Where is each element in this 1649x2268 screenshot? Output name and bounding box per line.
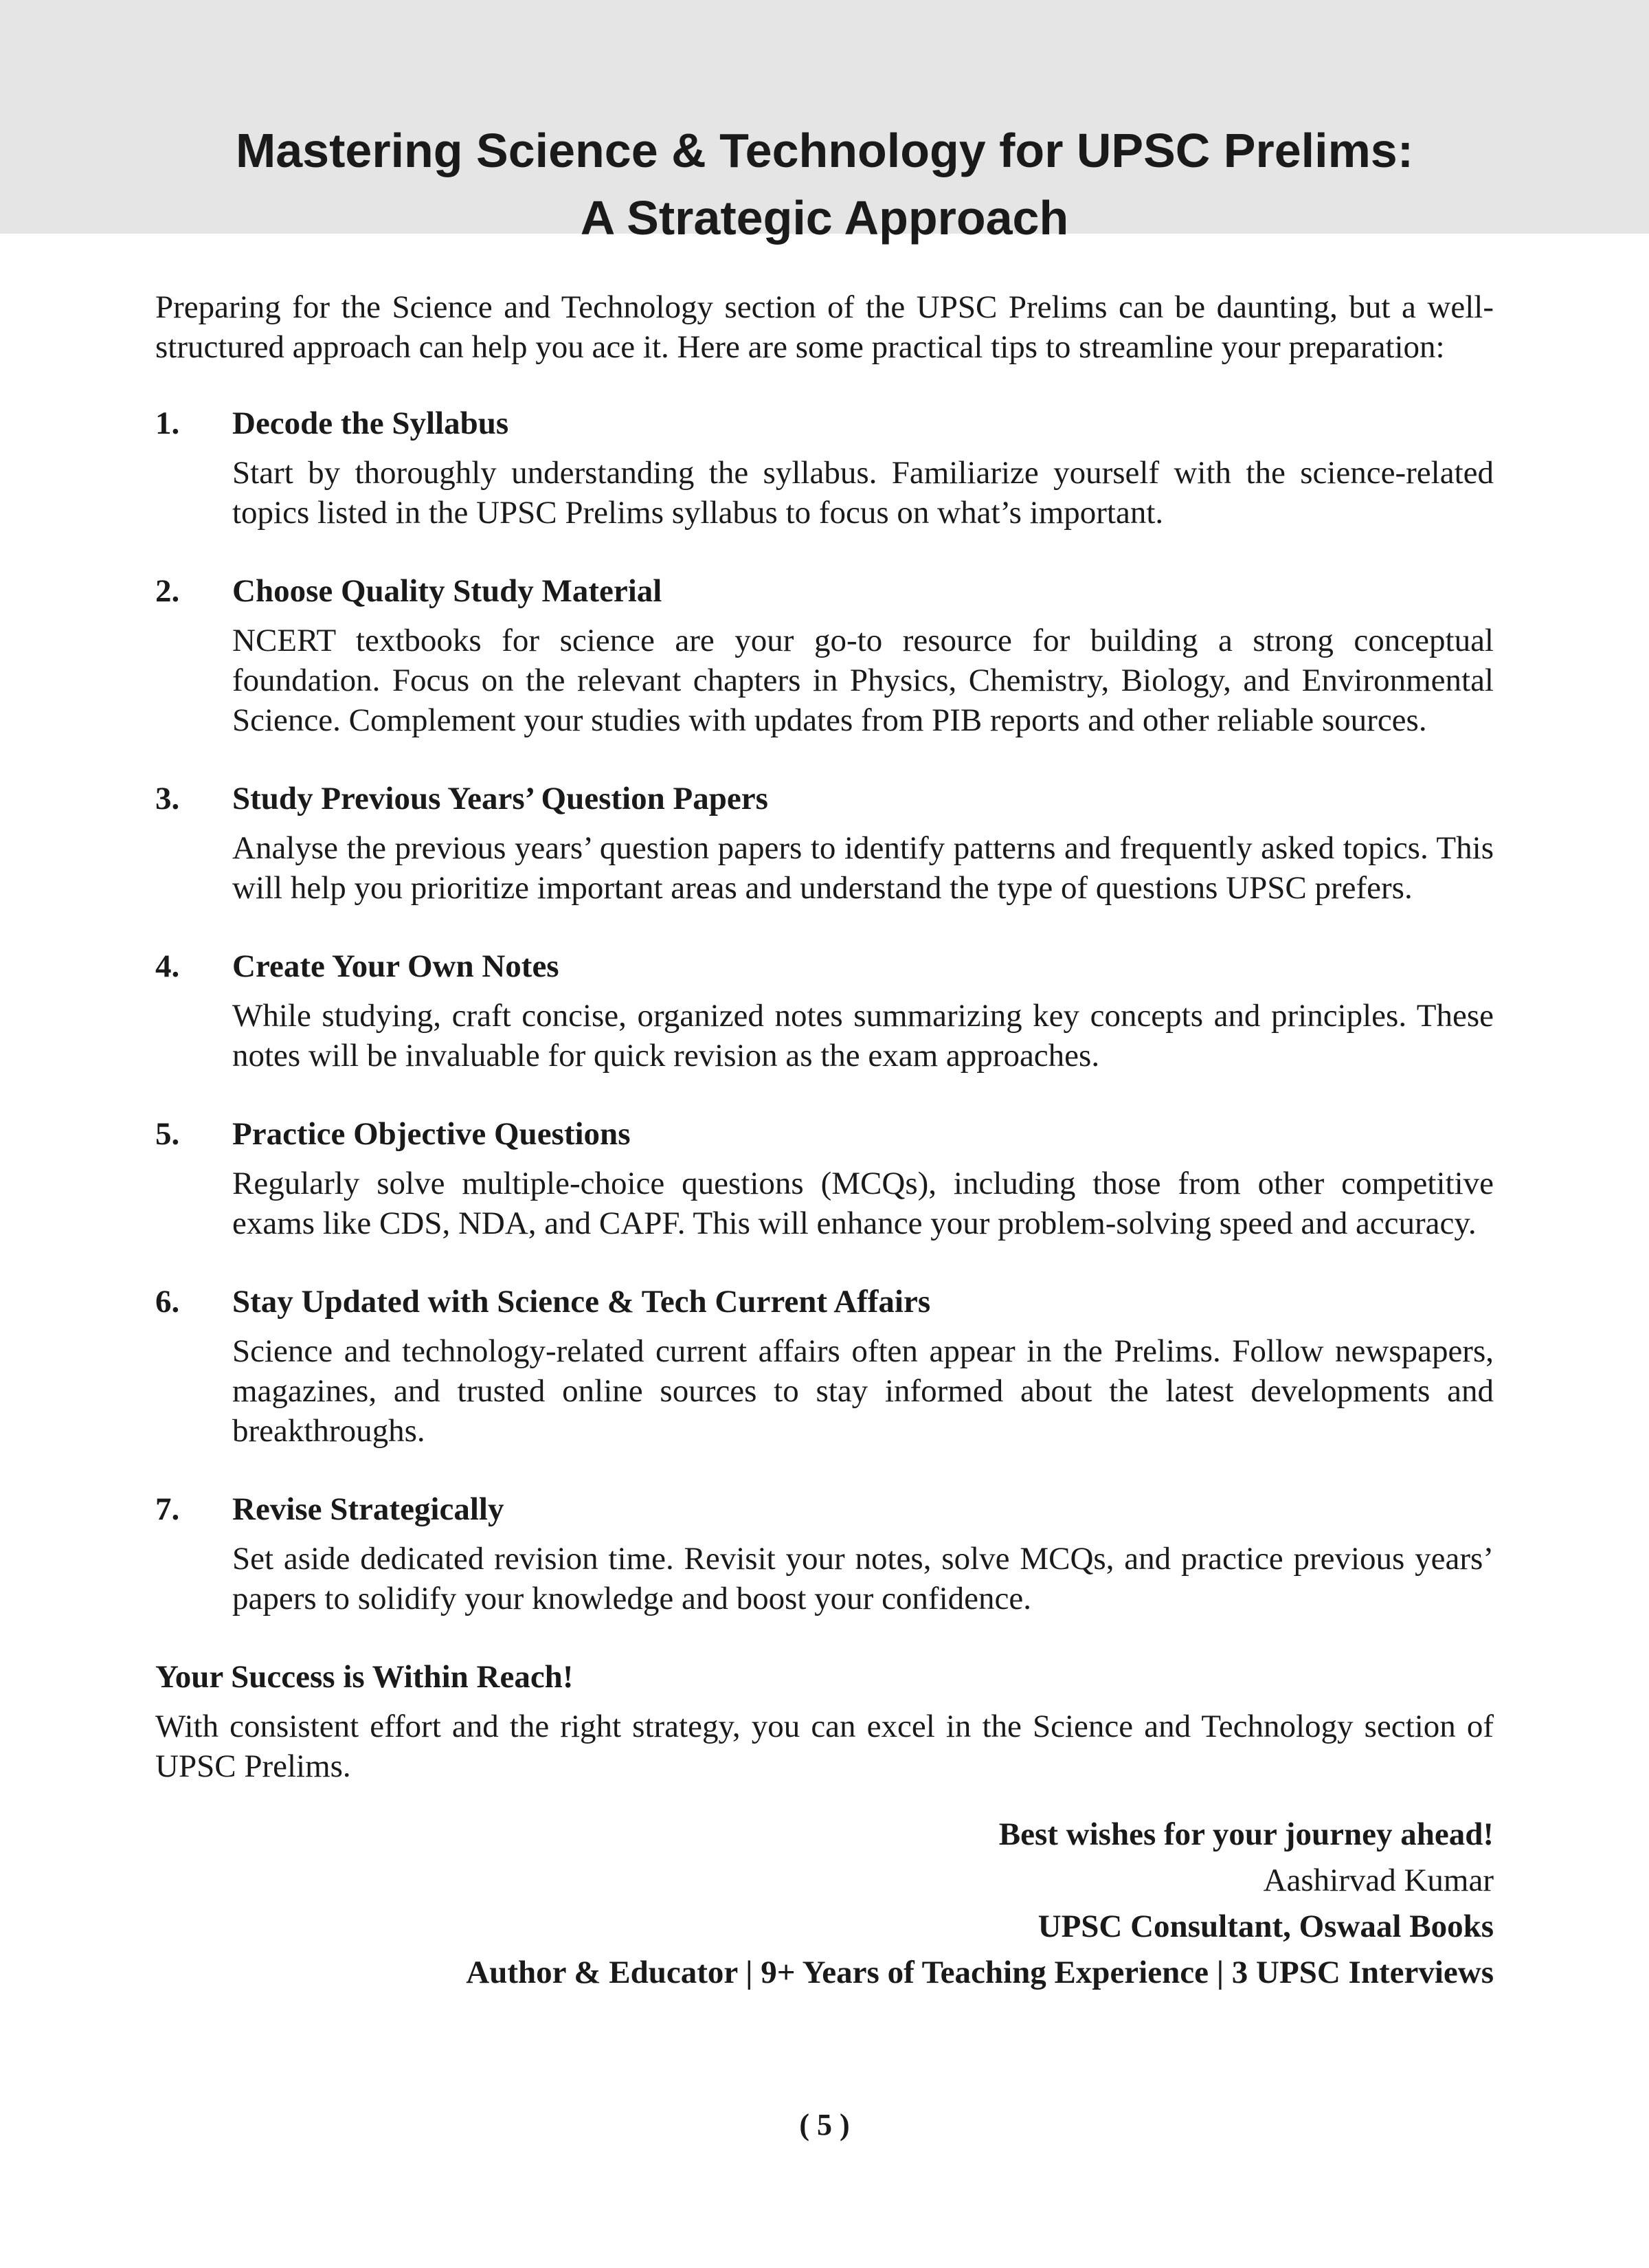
signoff-wishes: Best wishes for your journey ahead! (998, 1816, 1494, 1852)
tip-item-3 (155, 779, 1494, 908)
tip-heading: Study Previous Years’ Question Papers (232, 781, 768, 816)
tip-item-4 (155, 946, 1494, 1076)
intro-paragraph: Preparing for the Science and Technology section of the UPSC Prelims can be daunting, but a well-structured approach can help you ace it. Here are some practical tips to streamline your preparation: (155, 289, 1494, 365)
success-heading: Your Success is Within Reach! (155, 1659, 574, 1695)
tip-number: 1. (155, 405, 180, 441)
tip-number: 2. (155, 573, 180, 609)
tip-number: 3. (155, 781, 180, 816)
tip-heading: Decode the Syllabus (232, 405, 509, 441)
tip-body: NCERT textbooks for science are your go-to resource for building a strong conceptual foundation. Focus on the relevant chapters in Physics, Chemistry, Biology, and Environmental Science. Complement your studies with updates from PIB reports and other reliable sources. (232, 623, 1494, 738)
tip-item-2 (155, 571, 1494, 740)
tip-body: Set aside dedicated revision time. Revisit your notes, solve MCQs, and practice previous years’ papers to solidify your knowledge and boost your confidence. (232, 1541, 1494, 1616)
tip-body: Start by thoroughly understanding the syllabus. Familiarize yourself with the science-related topics listed in the UPSC Prelims syllabus to focus on what’s important. (232, 455, 1494, 531)
author-role: UPSC Consultant, Oswaal Books (1037, 1909, 1494, 1944)
tip-heading: Stay Updated with Science & Tech Current Affairs (232, 1284, 931, 1320)
signoff-block (155, 1812, 1494, 1996)
page-title-line-1: Mastering Science & Technology for UPSC Prelims: (235, 124, 1414, 177)
tip-item-6 (155, 1282, 1494, 1451)
tip-heading: Revise Strategically (232, 1491, 504, 1527)
tip-number: 4. (155, 948, 180, 984)
tip-body: Analyse the previous years’ question papers to identify patterns and frequently asked topics. This will help you prioritize important areas and understand the type of questions UPSC prefers. (232, 830, 1494, 906)
author-name: Aashirvad Kumar (1263, 1863, 1494, 1898)
article-body (155, 287, 1494, 1996)
page-title (0, 117, 1649, 252)
tip-body: Science and technology-related current affairs often appear in the Prelims. Follow newspapers, magazines, and trusted online sources to stay informed about the latest developments and breakthroughs. (232, 1333, 1494, 1449)
tip-item-5 (155, 1114, 1494, 1243)
tips-list (155, 403, 1494, 1619)
page-title-line-2: A Strategic Approach (580, 191, 1069, 245)
tip-heading: Create Your Own Notes (232, 948, 559, 984)
success-paragraph: With consistent effort and the right strategy, you can excel in the Science and Technology section of UPSC Prelims. (155, 1709, 1494, 1784)
tip-number: 7. (155, 1491, 180, 1527)
tip-heading: Practice Objective Questions (232, 1116, 631, 1152)
tip-number: 6. (155, 1284, 180, 1320)
tip-item-1 (155, 403, 1494, 533)
author-credentials: Author & Educator | 9+ Years of Teaching Experience | 3 UPSC Interviews (466, 1955, 1494, 1990)
tip-body: Regularly solve multiple-choice questions (MCQs), including those from other competitive exams like CDS, NDA, and CAPF. This will enhance your problem-solving speed and accuracy. (232, 1166, 1494, 1241)
tip-body: While studying, craft concise, organized notes summarizing key concepts and principles. These notes will be invaluable for quick revision as the exam approaches. (232, 998, 1494, 1074)
tip-number: 5. (155, 1116, 180, 1152)
tip-item-7 (155, 1489, 1494, 1619)
page-number: ( 5 ) (799, 2108, 850, 2142)
tip-heading: Choose Quality Study Material (232, 573, 662, 609)
